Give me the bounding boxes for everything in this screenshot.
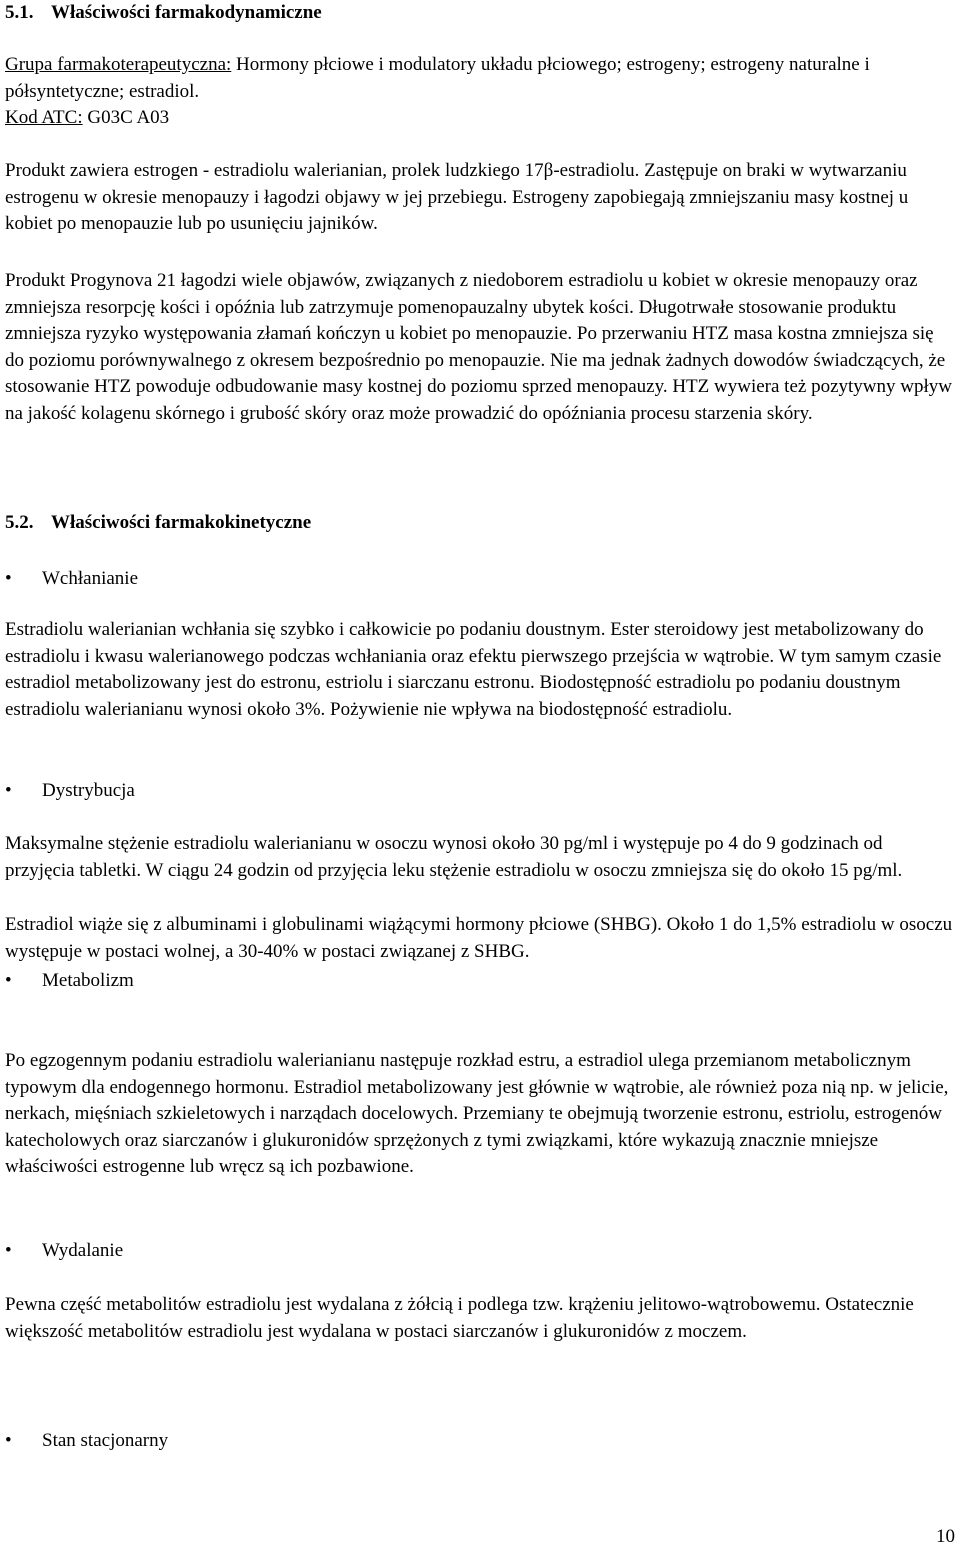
group-text: Hormony płciowe i modulatory układu płciowego; estrogeny; estrogeny naturalne i półsyntetyczne; estradiol. <box>5 54 870 102</box>
bullet-icon: • <box>5 780 12 801</box>
paragraph-distribution-1: Maksymalne stężenie estradiolu walerianianu w osoczu wynosi około 30 pg/ml i występuje po 4 do 9 godzinach od przyjęcia tabletki. W ciągu 24 godzin od przyjęcia leku stężenie estradiolu w osoczu zmniejsza się do około 15 pg/ml. <box>5 833 903 881</box>
paragraph-metabolism: Po egzogennym podaniu estradiolu walerianianu następuje rozkład estru, a estradiol ulega przemianom metabolicznym typowym dla endogennego hormonu. Estradiol metabolizowany jest głównie w wątrobie, ale również poza nią np. w jelicie, nerkach, mięśniach szkieletowych i narządach docelowych. Przemiany te obejmują tworzenie estronu, estriolu, estrogenów katecholowych oraz siarczanów i glukuronidów sprzężonych z tymi związkami, które wykazują znacznie mniejsze właściwości estrogenne lub wręcz są ich pozbawione. <box>5 1050 949 1178</box>
paragraph-progynova: Produkt Progynova 21 łagodzi wiele objawów, związanych z niedoborem estradiolu u kobiet w okresie menopauzy oraz zmniejsza resorpcję kości i opóźnia lub zatrzymuje pomenopauzalny ubytek kości. Długotrwałe stosowanie produktu zmniejsza ryzyko występowania złamań kończyn u kobiet po menopauzie. Po przerwaniu HTZ masa kostna zmniejsza się do poziomu porównywalnego z okresem bezpośrednio po menopauzie. Nie ma jednak żadnych dowodów świadczących, że stosowanie HTZ powoduje odbudowanie masy kostnej do poziomu sprzed menopauzy. HTZ wywiera też pozytywny wpływ na jakość kolagenu skórnego i grubość skóry oraz może prowadzić do opóźniania procesu starzenia skóry. <box>5 270 952 424</box>
bullet-label: Wchłanianie <box>42 568 139 589</box>
bullet-icon: • <box>5 1240 12 1261</box>
section-number: 5.1. <box>5 2 34 23</box>
bullet-icon: • <box>5 970 12 991</box>
section-title: Właściwości farmakokinetyczne <box>51 512 312 533</box>
section-number: 5.2. <box>5 512 34 533</box>
bullet-label: Dystrybucja <box>42 780 135 801</box>
bullet-label: Metabolizm <box>42 970 134 991</box>
paragraph-distribution-2: Estradiol wiąże się z albuminami i globulinami wiążącymi hormony płciowe (SHBG). Około 1 do 1,5% estradiolu w osoczu występuje w postaci wolnej, a 30-40% w postaci związanej z SHBG. <box>5 914 953 962</box>
group-label: Grupa farmakoterapeutyczna: <box>5 54 232 75</box>
section-heading-5-1 <box>5 0 322 26</box>
pharmacotherapeutic-group <box>5 52 955 132</box>
bullet-icon: • <box>5 1430 12 1451</box>
atc-label: Kod ATC: <box>5 107 83 129</box>
paragraph-product: Produkt zawiera estrogen - estradiolu walerianian, prolek ludzkiego 17β-estradiolu. Zastępuje on braki w wytwarzaniu estrogenu w okresie menopauzy i łagodzi objawy w jej przebiegu. Estrogeny zapobiegają zmniejszaniu masy kostnej u kobiet po menopauzie lub po usunięciu jajników. <box>5 160 909 235</box>
page-number: 10 <box>936 1526 955 1547</box>
bullet-label: Stan stacjonarny <box>42 1430 169 1451</box>
paragraph-absorption: Estradiolu walerianian wchłania się szybko i całkowicie po podaniu doustnym. Ester steroidowy jest metabolizowany do estradiolu i kwasu walerianowego podczas wchłaniania oraz efektu pierwszego przejścia w wątrobie. W tym samym czasie estradiol metabolizowany jest do estronu, estriolu i siarczanu estronu. Biodostępność estradiolu po podaniu doustnym estradiolu walerianianu wynosi około 3%. Pożywienie nie wpływa na biodostępność estradiolu. <box>5 619 942 720</box>
bullet-label: Wydalanie <box>42 1240 124 1261</box>
section-title: Właściwości farmakodynamiczne <box>51 2 322 23</box>
atc-text: G03C A03 <box>82 107 170 129</box>
bullet-icon: • <box>5 568 12 589</box>
section-heading-5-2 <box>5 510 311 536</box>
paragraph-excretion: Pewna część metabolitów estradiolu jest wydalana z żółcią i podlega tzw. krążeniu jelitowo-wątrobowemu. Ostatecznie większość metabolitów estradiolu jest wydalana w postaci siarczanów i glukuronidów z moczem. <box>5 1294 914 1342</box>
